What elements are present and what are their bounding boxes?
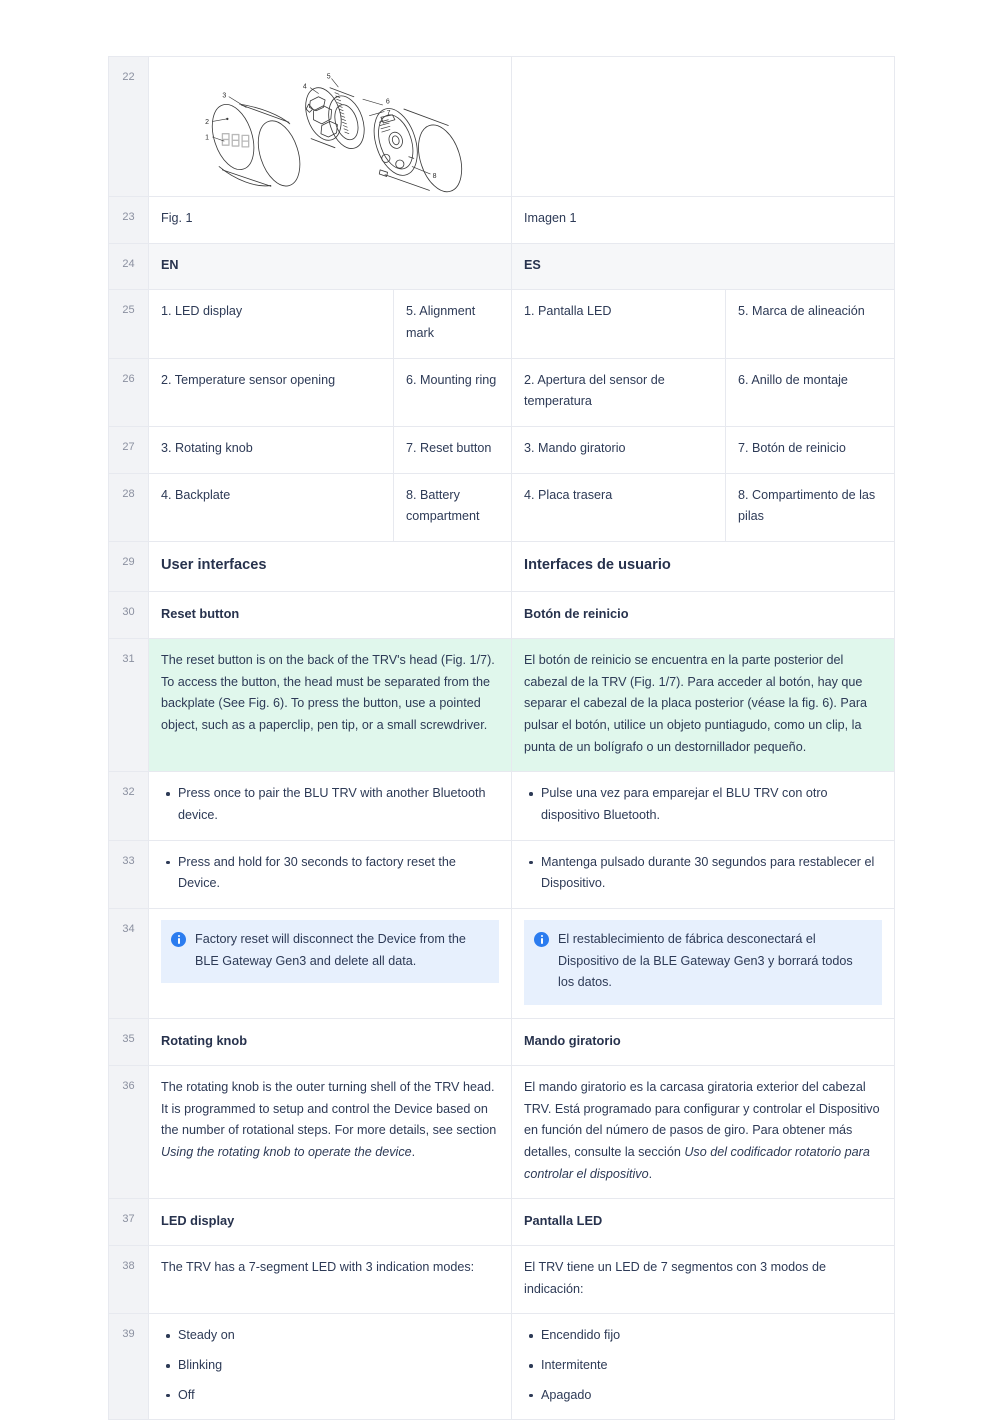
led-modes-cell-es — [512, 1314, 895, 1420]
table-row — [109, 1065, 895, 1198]
part-label-es: 4. Placa trasera — [512, 473, 726, 541]
table-row — [109, 772, 895, 840]
row-number: 31 — [109, 639, 149, 772]
info-icon — [534, 932, 549, 947]
svg-text:4: 4 — [302, 83, 307, 91]
row-number: 27 — [109, 426, 149, 473]
figure-cell-es — [512, 57, 895, 197]
language-header-es: ES — [512, 243, 895, 290]
table-row — [109, 57, 895, 197]
paragraph-tail: . — [648, 1166, 653, 1181]
section-heading-es: Interfaces de usuario — [512, 541, 895, 591]
bullet-cell-en — [149, 840, 512, 908]
part-label-es: 7. Botón de reinicio — [726, 426, 895, 473]
row-number: 34 — [109, 908, 149, 1018]
bilingual-content-table — [108, 56, 895, 1420]
row-number: 36 — [109, 1065, 149, 1198]
part-label-es: 8. Compartimento de las pilas — [726, 473, 895, 541]
part-label-en: 1. LED display — [149, 290, 394, 358]
knob-paragraph-en — [149, 1065, 512, 1198]
paragraph-tail: . — [411, 1144, 416, 1159]
row-number: 35 — [109, 1018, 149, 1065]
bullet-list — [161, 783, 499, 826]
table-row — [109, 358, 895, 426]
table-row — [109, 592, 895, 639]
section-heading-en: User interfaces — [149, 541, 512, 591]
svg-text:1: 1 — [205, 134, 210, 142]
table-row — [109, 197, 895, 244]
table-row — [109, 426, 895, 473]
part-label-en: 5. Alignment mark — [394, 290, 512, 358]
row-number: 24 — [109, 243, 149, 290]
svg-text:3: 3 — [222, 92, 227, 100]
note-cell-en — [149, 908, 512, 1018]
svg-text:2: 2 — [205, 118, 210, 126]
bullet-cell-es — [512, 840, 895, 908]
list-item: Pulse una vez para emparejar el BLU TRV con otro dispositivo Bluetooth. — [541, 783, 882, 826]
bullet-cell-en — [149, 772, 512, 840]
paragraph-text: The rotating knob is the outer turning shell of the TRV head. It is programmed to setup and control the Device based on the number of rotational steps. For more details, see section — [161, 1079, 497, 1138]
table-row — [109, 1018, 895, 1065]
subsection-heading-en: Rotating knob — [149, 1018, 512, 1065]
list-item: Press and hold for 30 seconds to factory reset the Device. — [178, 852, 499, 895]
part-label-en: 4. Backplate — [149, 473, 394, 541]
list-item: Blinking — [178, 1355, 499, 1377]
subsection-heading-es: Pantalla LED — [512, 1199, 895, 1246]
row-number: 30 — [109, 592, 149, 639]
table-row — [109, 1199, 895, 1246]
subsection-heading-en: Reset button — [149, 592, 512, 639]
section-reference: Using the rotating knob to operate the device — [161, 1144, 412, 1159]
list-item: Intermitente — [541, 1355, 882, 1377]
table-row — [109, 290, 895, 358]
row-number: 26 — [109, 358, 149, 426]
row-number: 23 — [109, 197, 149, 244]
led-modes-cell-en — [149, 1314, 512, 1420]
row-number: 33 — [109, 840, 149, 908]
table-row — [109, 639, 895, 772]
reset-paragraph-en: The reset button is on the back of the TRV's head (Fig. 1/7). To access the button, the head must be separated from the backplate (See Fig. 6). To press the button, use a pointed object, such as a paperclip, pen tip, or a small screwdriver. — [149, 639, 512, 772]
row-number: 28 — [109, 473, 149, 541]
table-row — [109, 840, 895, 908]
table-row — [109, 908, 895, 1018]
row-number: 38 — [109, 1246, 149, 1314]
part-label-en: 2. Temperature sensor opening — [149, 358, 394, 426]
svg-text:6: 6 — [385, 98, 390, 106]
svg-text:5: 5 — [326, 73, 331, 81]
table-row — [109, 1246, 895, 1314]
list-item: Apagado — [541, 1385, 882, 1407]
table-row — [109, 473, 895, 541]
subsection-heading-en: LED display — [149, 1199, 512, 1246]
table-row — [109, 243, 895, 290]
section-reference: Uso del codificador rotatorio para controlar el dispositivo — [524, 1144, 870, 1181]
exploded-view-trv-diagram — [161, 68, 499, 183]
led-paragraph-en: The TRV has a 7-segment LED with 3 indication modes: — [149, 1246, 512, 1314]
svg-text:7: 7 — [386, 109, 391, 117]
row-number: 32 — [109, 772, 149, 840]
bullet-list — [524, 852, 882, 895]
list-item: Off — [178, 1385, 499, 1407]
list-item: Encendido fijo — [541, 1325, 882, 1347]
row-number: 39 — [109, 1314, 149, 1420]
paragraph-text: El mando giratorio es la carcasa giratoria exterior del cabezal TRV. Está programado para configurar y controlar el Dispositivo en función del número de pasos de giro. Para obtener más detalles, consulte la sección — [524, 1079, 880, 1159]
info-icon — [171, 932, 186, 947]
table-row — [109, 541, 895, 591]
part-label-en: 6. Mounting ring — [394, 358, 512, 426]
info-note-en — [161, 920, 499, 983]
svg-text:8: 8 — [432, 173, 437, 181]
row-number: 29 — [109, 541, 149, 591]
info-note-es — [524, 920, 882, 1005]
info-note-text: El restablecimiento de fábrica desconectará el Dispositivo de la BLE Gateway Gen3 y borrará todos los datos. — [558, 931, 853, 990]
list-item: Steady on — [178, 1325, 499, 1347]
part-label-en: 3. Rotating knob — [149, 426, 394, 473]
list-item: Mantenga pulsado durante 30 segundos para restablecer el Dispositivo. — [541, 852, 882, 895]
figure-caption-en: Fig. 1 — [149, 197, 512, 244]
note-cell-es — [512, 908, 895, 1018]
led-paragraph-es: El TRV tiene un LED de 7 segmentos con 3 modos de indicación: — [512, 1246, 895, 1314]
part-label-en: 7. Reset button — [394, 426, 512, 473]
table-row — [109, 1314, 895, 1420]
figure-cell-en — [149, 57, 512, 197]
row-number: 37 — [109, 1199, 149, 1246]
bullet-cell-es — [512, 772, 895, 840]
subsection-heading-es: Botón de reinicio — [512, 592, 895, 639]
part-label-es: 5. Marca de alineación — [726, 290, 895, 358]
part-label-es: 1. Pantalla LED — [512, 290, 726, 358]
row-number: 22 — [109, 57, 149, 197]
language-header-en: EN — [149, 243, 512, 290]
list-item: Press once to pair the BLU TRV with another Bluetooth device. — [178, 783, 499, 826]
reset-paragraph-es: El botón de reinicio se encuentra en la parte posterior del cabezal de la TRV (Fig. 1/7). Para acceder al botón, hay que separar el cabezal de la placa posterior (véase la fig. 6). Para pulsar el botón, utilice un objeto puntiagudo, como un clip, la punta de un bolígrafo o un destornillador pequeño. — [512, 639, 895, 772]
figure-caption-es: Imagen 1 — [512, 197, 895, 244]
bullet-list — [524, 783, 882, 826]
bullet-list — [524, 1325, 882, 1406]
row-number: 25 — [109, 290, 149, 358]
subsection-heading-es: Mando giratorio — [512, 1018, 895, 1065]
part-label-es: 2. Apertura del sensor de temperatura — [512, 358, 726, 426]
bullet-list — [161, 1325, 499, 1406]
part-label-es: 6. Anillo de montaje — [726, 358, 895, 426]
part-label-en: 8. Battery compartment — [394, 473, 512, 541]
knob-paragraph-es — [512, 1065, 895, 1198]
info-note-text: Factory reset will disconnect the Device from the BLE Gateway Gen3 and delete all data. — [195, 931, 466, 968]
bullet-list — [161, 852, 499, 895]
part-label-es: 3. Mando giratorio — [512, 426, 726, 473]
